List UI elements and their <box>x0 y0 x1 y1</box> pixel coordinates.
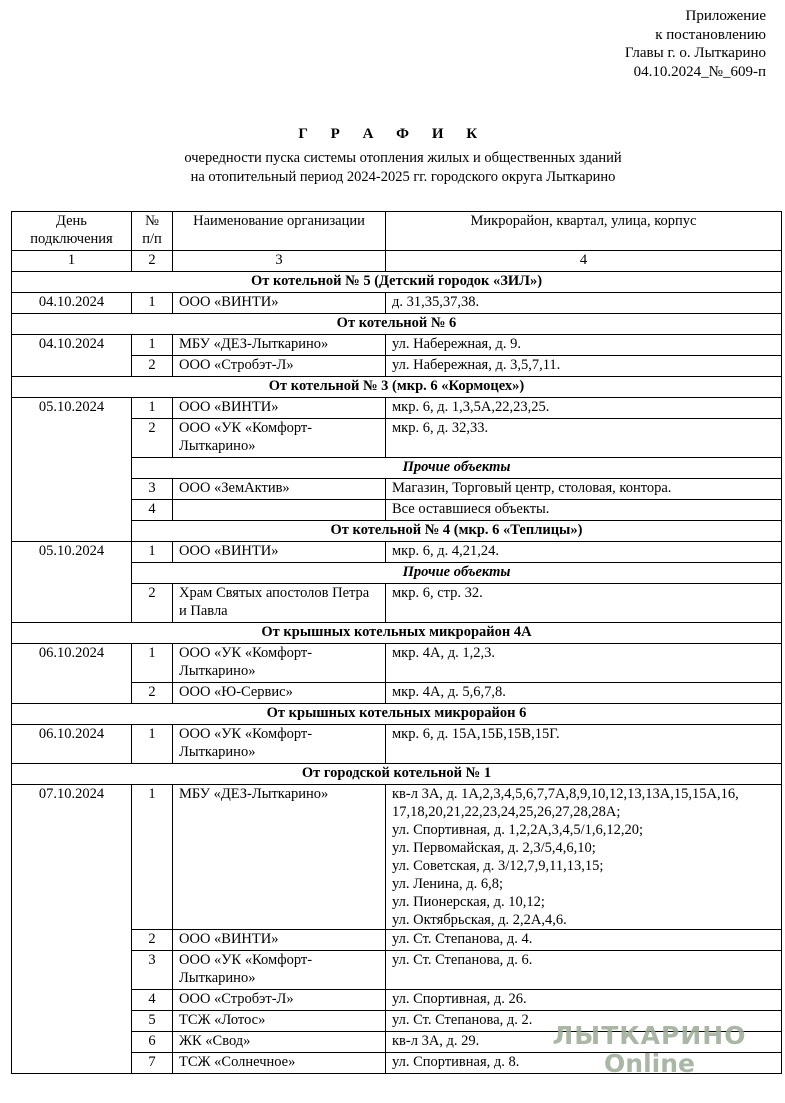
organization: ООО «ВИНТИ» <box>173 542 386 563</box>
address-line: ул. Октябрьская, д. 2,2А,4,6. <box>392 912 567 928</box>
address: ул. Ст. Степанова, д. 4. <box>386 930 782 951</box>
row-number: 2 <box>132 584 173 623</box>
address-line: 17,18,20,21,22,23,24,25,26,27,28,28А; <box>392 804 621 820</box>
table-row <box>12 398 782 419</box>
schedule-table <box>11 211 782 1074</box>
organization: МБУ «ДЕЗ-Лыткарино» <box>173 335 386 356</box>
address: ул. Набережная, д. 9. <box>386 335 782 356</box>
organization: ООО «ЗемАктив» <box>173 479 386 500</box>
appendix-line: к постановлению <box>655 26 766 43</box>
appendix-line: 04.10.2024_№_609-п <box>633 63 766 80</box>
row-number: 3 <box>132 479 173 500</box>
appendix-note <box>506 7 766 81</box>
row-number: 2 <box>132 419 173 458</box>
address-line: ул. Советская, д. 3/12,7,9,11,13,15; <box>392 858 604 874</box>
connection-date: 06.10.2024 <box>12 725 132 764</box>
subtitle-line: на отопительный период 2024-2025 гг. городского округа Лыткарино <box>190 169 616 185</box>
address-line: ул. Ленина, д. 6,8; <box>392 876 504 892</box>
address: д. 31,35,37,38. <box>386 293 782 314</box>
row-number: 5 <box>132 1011 173 1032</box>
section-row <box>12 764 782 785</box>
organization: ООО «Стробэт-Л» <box>173 356 386 377</box>
address: Все оставшиеся объекты. <box>386 500 782 521</box>
row-number: 1 <box>132 335 173 356</box>
connection-date: 05.10.2024 <box>12 398 132 542</box>
table-row <box>12 644 782 683</box>
row-number: 2 <box>132 356 173 377</box>
connection-date: 04.10.2024 <box>12 335 132 377</box>
section-row <box>12 623 782 644</box>
section-row <box>12 272 782 293</box>
organization: ООО «УК «Комфорт-Лыткарино» <box>173 725 386 764</box>
row-number: 1 <box>132 542 173 563</box>
address: ул. Набережная, д. 3,5,7,11. <box>386 356 782 377</box>
address-line: ул. Спортивная, д. 1,2,2А,3,4,5/1,6,12,20; <box>392 822 644 838</box>
address-line: кв-л 3А, д. 1А,2,3,4,5,6,7,7А,8,9,10,12,13,13А,15,15А,16, <box>392 786 739 802</box>
organization: ООО «ВИНТИ» <box>173 930 386 951</box>
row-number: 7 <box>132 1053 173 1074</box>
address: ул. Ст. Степанова, д. 6. <box>386 951 782 990</box>
row-number: 3 <box>132 951 173 990</box>
address: мкр. 6, д. 32,33. <box>386 419 782 458</box>
organization: ООО «ВИНТИ» <box>173 293 386 314</box>
header-org: Наименование организации <box>173 212 386 251</box>
header-day: День подключения <box>12 212 132 251</box>
connection-date: 06.10.2024 <box>12 644 132 704</box>
row-number: 2 <box>132 930 173 951</box>
address: мкр. 6, д. 4,21,24. <box>386 542 782 563</box>
table-row <box>12 335 782 356</box>
subtitle-line: очередности пуска системы отопления жилых и общественных зданий <box>184 150 622 166</box>
watermark-logo <box>552 1022 747 1078</box>
row-number: 1 <box>132 398 173 419</box>
table-row <box>12 293 782 314</box>
section-title: От котельной № 3 (мкр. 6 «Кормоцех») <box>12 377 782 398</box>
row-number: 2 <box>132 683 173 704</box>
address: Магазин, Торговый центр, столовая, контора. <box>386 479 782 500</box>
other-objects-label: Прочие объекты <box>132 563 782 584</box>
organization: ООО «ВИНТИ» <box>173 398 386 419</box>
connection-date: 05.10.2024 <box>12 542 132 623</box>
organization: ООО «УК «Комфорт-Лыткарино» <box>173 419 386 458</box>
connection-date: 04.10.2024 <box>12 293 132 314</box>
section-title: От котельной № 4 (мкр. 6 «Теплицы») <box>132 521 782 542</box>
row-number: 6 <box>132 1032 173 1053</box>
column-number: 3 <box>173 251 386 272</box>
appendix-line: Приложение <box>685 8 766 24</box>
watermark-line: ЛЫТКАРИНО <box>552 1021 747 1050</box>
table-row <box>12 725 782 764</box>
row-number: 1 <box>132 644 173 683</box>
section-title: От крышных котельных микрорайон 4А <box>12 623 782 644</box>
address-line: ул. Пионерская, д. 10,12; <box>392 894 545 910</box>
section-row <box>12 704 782 725</box>
connection-date: 07.10.2024 <box>12 785 132 1074</box>
table-header-row <box>12 212 782 251</box>
address: ул. Спортивная, д. 26. <box>386 990 782 1011</box>
address-line: ул. Первомайская, д. 2,3/5,4,6,10; <box>392 840 596 856</box>
other-objects-label: Прочие объекты <box>132 458 782 479</box>
organization: ЖК «Свод» <box>173 1032 386 1053</box>
organization: МБУ «ДЕЗ-Лыткарино» <box>173 785 386 930</box>
address: мкр. 4А, д. 1,2,3. <box>386 644 782 683</box>
organization <box>173 500 386 521</box>
header-num: № п/п <box>132 212 173 251</box>
section-title: От котельной № 5 (Детский городок «ЗИЛ») <box>12 272 782 293</box>
column-number: 1 <box>12 251 132 272</box>
column-number-row <box>12 251 782 272</box>
row-number: 1 <box>132 785 173 930</box>
section-row <box>12 377 782 398</box>
address: мкр. 4А, д. 5,6,7,8. <box>386 683 782 704</box>
organization: ТСЖ «Солнечное» <box>173 1053 386 1074</box>
row-number: 1 <box>132 725 173 764</box>
column-number: 2 <box>132 251 173 272</box>
section-title: От крышных котельных микрорайон 6 <box>12 704 782 725</box>
document-subtitle <box>0 149 785 187</box>
address: мкр. 6, стр. 32. <box>386 584 782 623</box>
address: ул. Ст. Степанова, д. 2. <box>386 1011 782 1032</box>
section-row <box>12 314 782 335</box>
address: мкр. 6, д. 15А,15Б,15В,15Г. <box>386 725 782 764</box>
row-number: 4 <box>132 500 173 521</box>
address <box>386 785 782 930</box>
table-row <box>12 785 782 930</box>
row-number: 4 <box>132 990 173 1011</box>
organization: Храм Святых апостолов Петра и Павла <box>173 584 386 623</box>
section-title: От городской котельной № 1 <box>12 764 782 785</box>
table-row <box>12 542 782 563</box>
document-title: Г Р А Ф И К <box>298 126 487 142</box>
appendix-line: Главы г. о. Лыткарино <box>624 45 766 61</box>
address: ул. Спортивная, д. 8. <box>386 1053 782 1074</box>
header-addr: Микрорайон, квартал, улица, корпус <box>386 212 782 251</box>
organization: ООО «Стробэт-Л» <box>173 990 386 1011</box>
row-number: 1 <box>132 293 173 314</box>
watermark-line: Online <box>604 1049 695 1078</box>
address: мкр. 6, д. 1,3,5А,22,23,25. <box>386 398 782 419</box>
organization: ТСЖ «Лотос» <box>173 1011 386 1032</box>
column-number: 4 <box>386 251 782 272</box>
organization: ООО «Ю-Сервис» <box>173 683 386 704</box>
organization: ООО «УК «Комфорт-Лыткарино» <box>173 644 386 683</box>
organization: ООО «УК «Комфорт-Лыткарино» <box>173 951 386 990</box>
section-title: От котельной № 6 <box>12 314 782 335</box>
address: кв-л 3А, д. 29. <box>386 1032 782 1053</box>
